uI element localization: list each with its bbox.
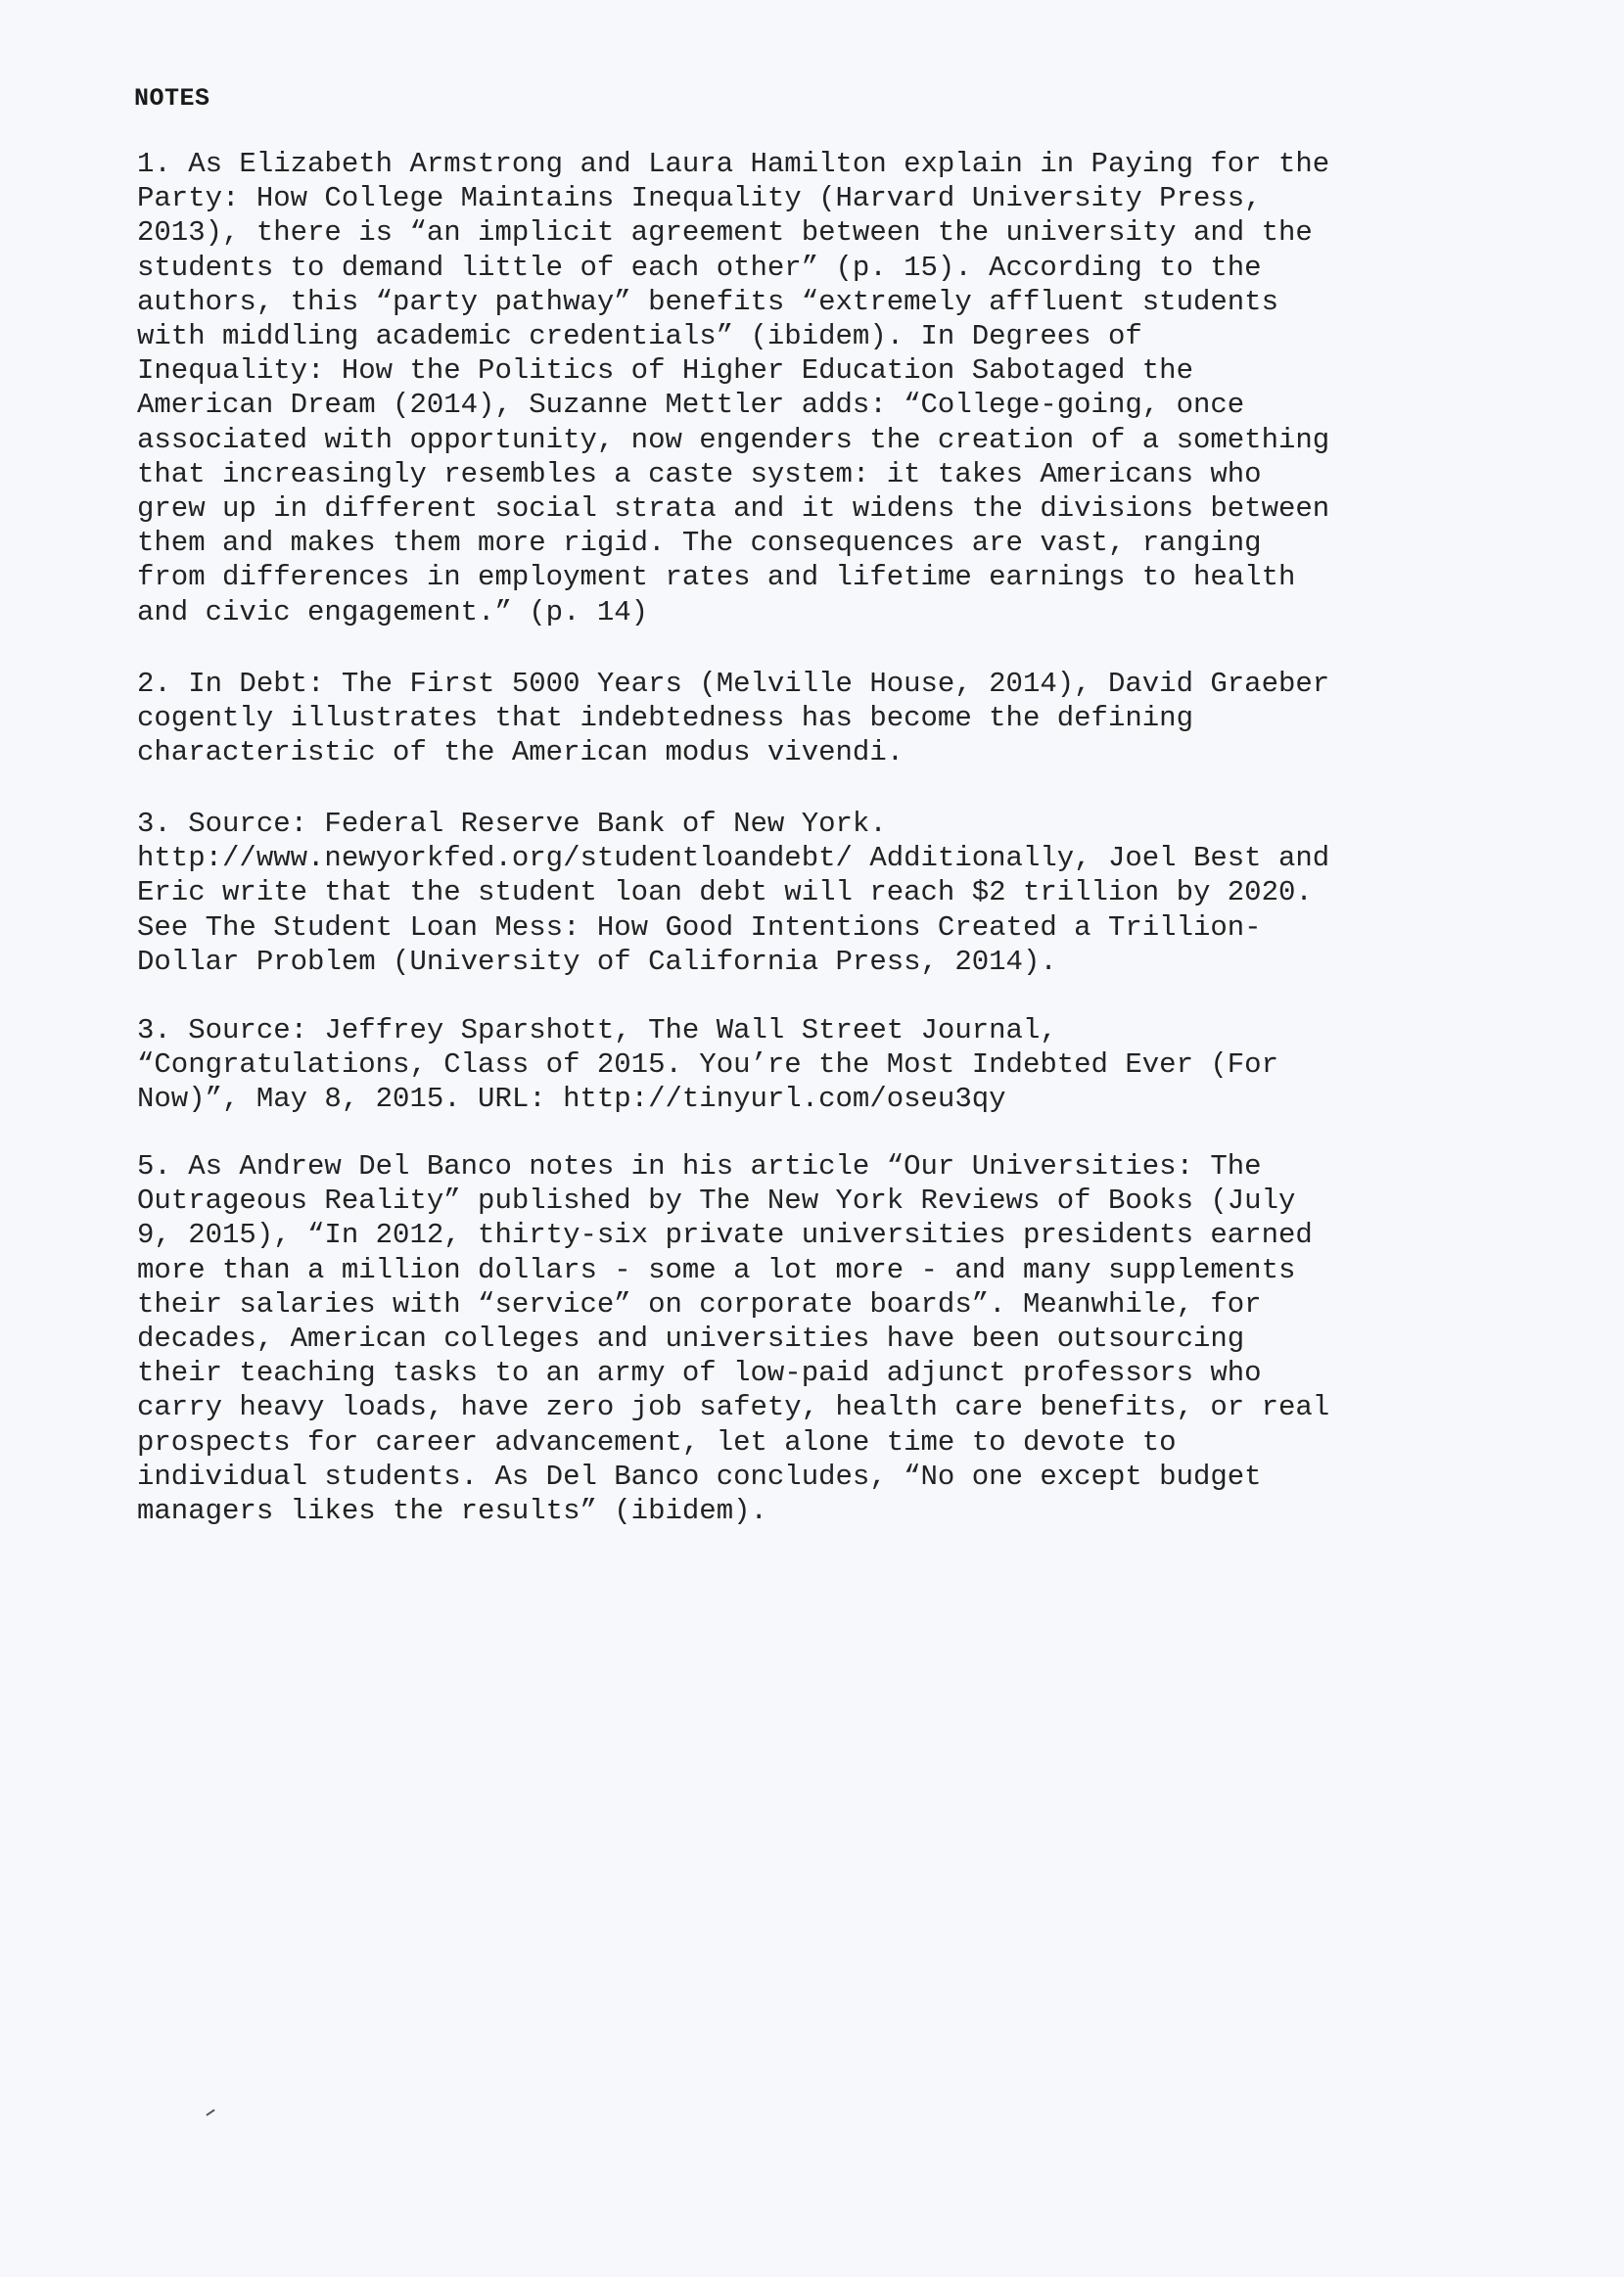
note-line: 9, 2015), “In 2012, thirty-six private universities presidents earned <box>137 1219 1313 1252</box>
note-line: 3. Source: Federal Reserve Bank of New York. <box>137 808 887 840</box>
note-line: that increasingly resembles a caste system: it takes Americans who <box>137 457 1262 490</box>
note-line: Outrageous Reality” published by The New York Reviews of Books (July <box>137 1185 1296 1218</box>
note-line: Dollar Problem (University of California Press, 2014). <box>137 945 1057 978</box>
note-line: from differences in employment rates and lifetime earnings to health <box>137 561 1296 594</box>
note-line: cogently illustrates that indebtedness has become the defining <box>137 702 1193 735</box>
note-1 <box>137 147 1527 629</box>
note-line: 1. As Elizabeth Armstrong and Laura Hamilton explain in Paying for the <box>137 148 1330 180</box>
note-line: their teaching tasks to an army of low-paid adjunct professors who <box>137 1357 1262 1390</box>
note-line: students to demand little of each other” (p. 15). According to the <box>137 251 1262 284</box>
note-line: Inequality: How the Politics of Higher Education Sabotaged the <box>137 354 1193 388</box>
note-line: http://www.newyorkfed.org/studentloandebt/ Additionally, Joel Best and <box>137 842 1330 875</box>
note-line: with middling academic credentials” (ibidem). In Degrees of <box>137 320 1142 353</box>
note-3-second <box>137 1013 1527 1117</box>
note-line: Party: How College Maintains Inequality (Harvard University Press, <box>137 182 1262 215</box>
note-line: managers likes the results” (ibidem). <box>137 1495 767 1528</box>
note-line: their salaries with “service” on corporate boards”. Meanwhile, for <box>137 1287 1262 1321</box>
note-line: grew up in different social strata and it widens the divisions between <box>137 492 1330 526</box>
note-line: characteristic of the American modus vivendi. <box>137 736 905 769</box>
stray-pen-mark <box>206 2109 214 2115</box>
note-line: them and makes them more rigid. The consequences are vast, ranging <box>137 527 1262 560</box>
note-line: and civic engagement.” (p. 14) <box>137 595 649 628</box>
note-line: 2013), there is “an implicit agreement between the university and the <box>137 216 1313 250</box>
note-line: authors, this “party pathway” benefits “extremely affluent students <box>137 285 1278 318</box>
note-line: American Dream (2014), Suzanne Mettler adds: “College-going, once <box>137 389 1245 422</box>
note-line: Now)”, May 8, 2015. URL: http://tinyurl.com/oseu3qy <box>137 1083 1006 1116</box>
note-line: 2. In Debt: The First 5000 Years (Melville House, 2014), David Graeber <box>137 668 1330 700</box>
note-line: prospects for career advancement, let alone time to devote to <box>137 1425 1177 1459</box>
note-line: more than a million dollars - some a lot more - and many supplements <box>137 1253 1296 1286</box>
note-2 <box>137 667 1527 770</box>
note-line: individual students. As Del Banco concludes, “No one except budget <box>137 1460 1262 1493</box>
note-line: “Congratulations, Class of 2015. You’re the Most Indebted Ever (For <box>137 1048 1278 1082</box>
notes-heading: NOTES <box>134 84 210 113</box>
note-3 <box>137 807 1527 979</box>
note-line: 5. As Andrew Del Banco notes in his article “Our Universities: The <box>137 1150 1262 1183</box>
note-line: See The Student Loan Mess: How Good Intentions Created a Trillion- <box>137 910 1262 944</box>
note-line: carry heavy loads, have zero job safety, health care benefits, or real <box>137 1391 1330 1424</box>
note-line: 3. Source: Jeffrey Sparshott, The Wall Street Journal, <box>137 1014 1057 1046</box>
note-line: decades, American colleges and universities have been outsourcing <box>137 1323 1245 1356</box>
note-line: Eric write that the student loan debt will reach $2 trillion by 2020. <box>137 876 1313 909</box>
note-line: associated with opportunity, now engenders the creation of a something <box>137 423 1330 456</box>
note-5 <box>137 1149 1527 1528</box>
